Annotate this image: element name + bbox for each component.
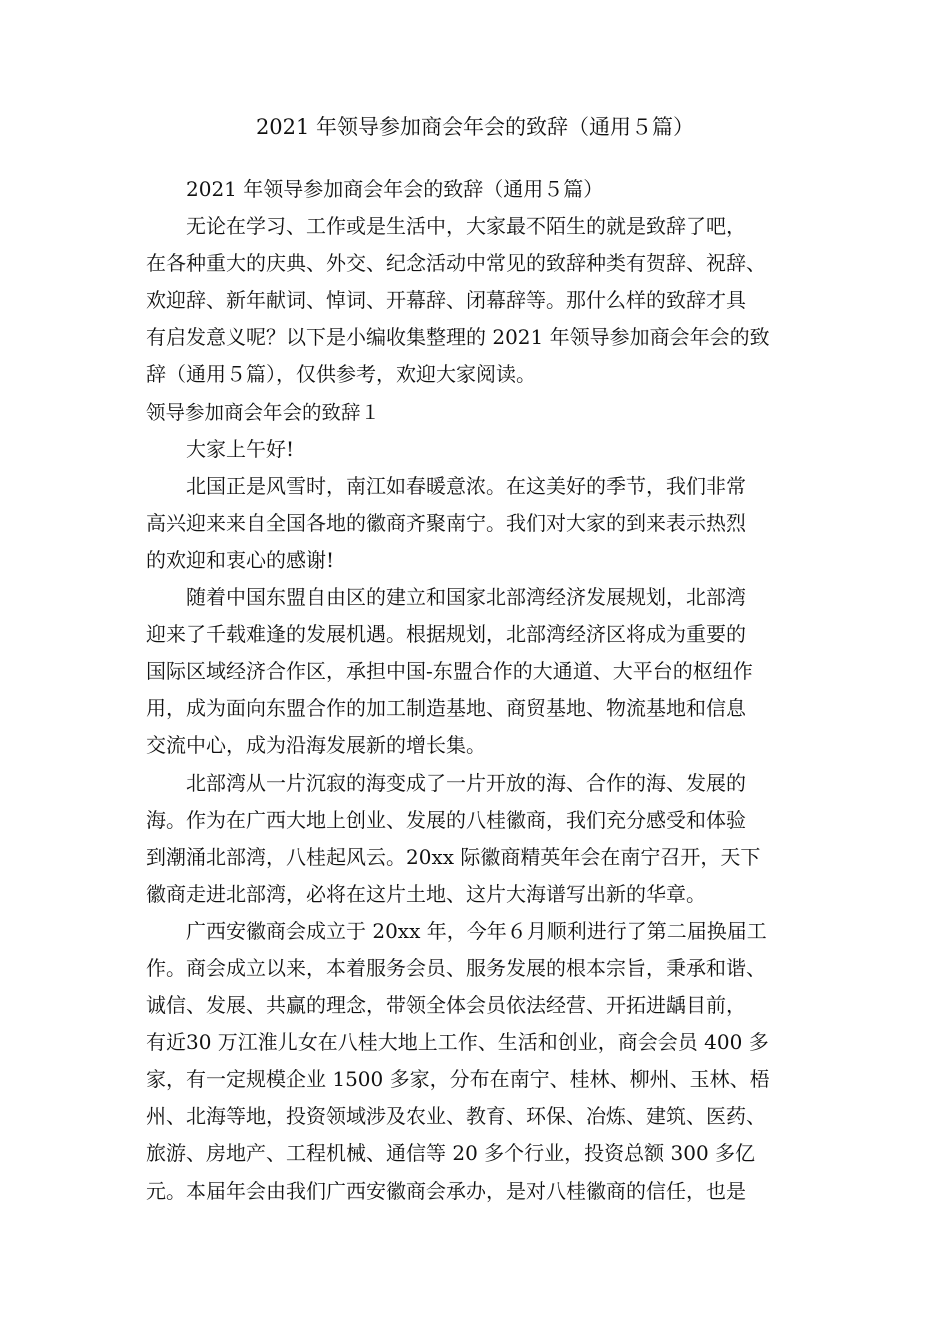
paragraph-line: 迎来了千载难逢的发展机遇。根据规划，北部湾经济区将成为重要的 <box>146 622 746 647</box>
paragraph-line: 有启发意义呢？以下是小编收集整理的 2021 年领导参加商会年会的致 <box>146 325 770 350</box>
paragraph-line: 用，成为面向东盟合作的加工制造基地、商贸基地、物流基地和信息 <box>146 696 746 721</box>
paragraph-line: 北部湾从一片沉寂的海变成了一片开放的海、合作的海、发展的 <box>186 770 746 795</box>
paragraph-line: 欢迎辞、新年献词、悼词、开幕辞、闭幕辞等。那什么样的致辞才具 <box>146 288 746 313</box>
paragraph-line: 有近30 万江淮儿女在八桂大地上工作、生活和创业，商会会员 400 多 <box>146 1030 769 1055</box>
document-title: 2021 年领导参加商会年会的致辞（通用５篇） <box>255 115 695 139</box>
greeting-line: 大家上午好! <box>186 436 295 461</box>
paragraph-line: 国际区域经济合作区，承担中国-东盟合作的大通道、大平台的枢纽作 <box>146 659 753 684</box>
paragraph-line: 随着中国东盟自由区的建立和国家北部湾经济发展规划，北部湾 <box>186 585 746 610</box>
paragraph-line: 海。作为在广西大地上创业、发展的八桂徽商，我们充分感受和体验 <box>146 807 746 832</box>
paragraph-line: 交流中心，成为沿海发展新的增长集。 <box>146 733 486 758</box>
paragraph-line: 作。商会成立以来，本着服务会员、服务发展的根本宗旨，秉承和谐、 <box>146 955 766 980</box>
paragraph-line: 州、北海等地，投资领域涉及农业、教育、环保、冶炼、建筑、医药、 <box>146 1104 766 1129</box>
paragraph-line: 诚信、发展、共赢的理念，带领全体会员依法经营、开拓进龋目前， <box>146 993 746 1018</box>
paragraph-line: 家，有一定规模企业 1500 多家，分布在南宁、桂林、柳州、玉林、梧 <box>146 1067 770 1092</box>
paragraph-line: 徽商走进北部湾，必将在这片土地、这片大海谱写出新的华章。 <box>146 881 706 906</box>
paragraph-line: 北国正是风雪时，南江如春暖意浓。在这美好的季节，我们非常 <box>186 473 746 498</box>
paragraph-line: 广西安徽商会成立于 20xx 年，今年６月顺利进行了第二届换届工 <box>186 918 767 943</box>
paragraph-line: 元。本届年会由我们广西安徽商会承办，是对八桂徽商的信任，也是 <box>146 1178 746 1203</box>
paragraph-line: 的欢迎和衷心的感谢! <box>146 547 335 572</box>
section-heading: 领导参加商会年会的致辞１ <box>146 400 381 424</box>
subtitle-line: 2021 年领导参加商会年会的致辞（通用５篇） <box>186 177 604 201</box>
paragraph-line: 旅游、房地产、工程机械、通信等 20 多个行业，投资总额 300 多亿 <box>146 1141 756 1166</box>
document-body <box>146 171 826 1210</box>
paragraph-line: 在各种重大的庆典、外交、纪念活动中常见的致辞种类有贺辞、祝辞、 <box>146 251 766 276</box>
paragraph-line: 高兴迎来来自全国各地的徽商齐聚南宁。我们对大家的到来表示热烈 <box>146 510 746 535</box>
paragraph-line: 无论在学习、工作或是生活中，大家最不陌生的就是致辞了吧， <box>186 214 746 239</box>
paragraph-line: 到潮涌北部湾，八桂起风云。20xx 际徽商精英年会在南宁召开，天下 <box>146 844 761 869</box>
paragraph-line: 辞（通用５篇），仅供参考，欢迎大家阅读。 <box>146 362 536 387</box>
